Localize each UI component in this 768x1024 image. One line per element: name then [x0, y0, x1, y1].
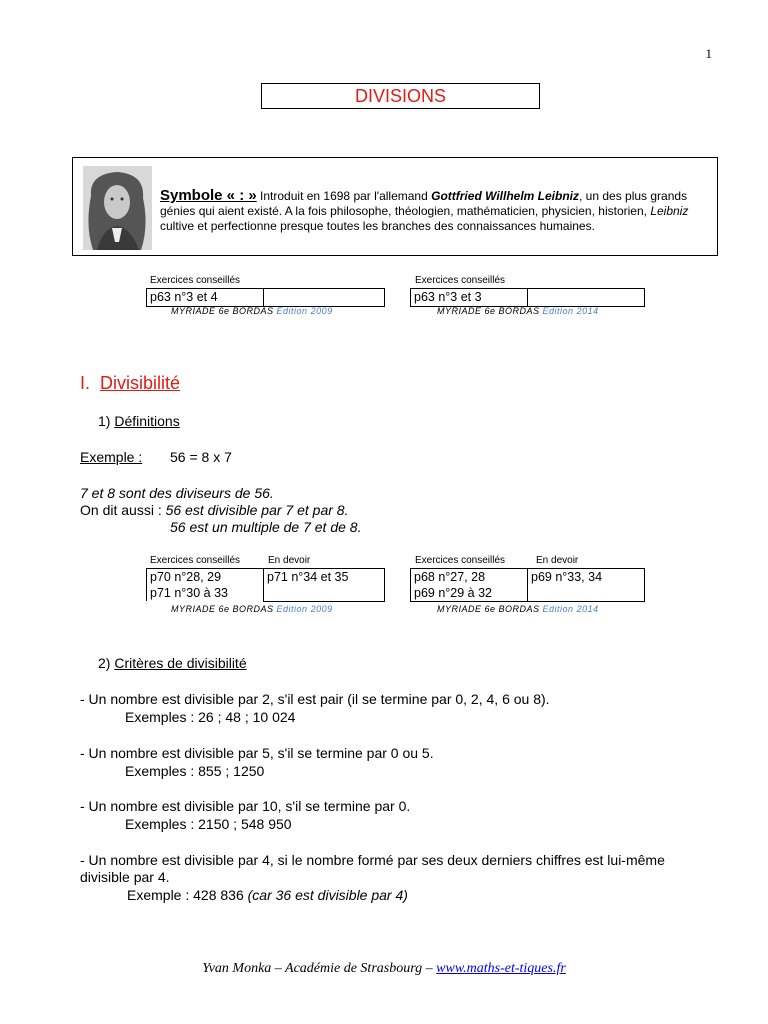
website-link[interactable]: www.maths-et-tiques.fr	[436, 961, 566, 976]
criterion-rule: - Un nombre est divisible par 5, s'il se termine par 0 ou 5.	[80, 745, 434, 761]
exercise-source: MYRIADE 6e BORDAS Edition 2009	[171, 306, 333, 316]
intro-text	[160, 188, 712, 234]
example-value: 56 = 8 x 7	[170, 449, 232, 465]
exercise-cell: p71 n°34 et 35	[264, 569, 385, 602]
intro-text-1: Introduit en 1698 par l'allemand	[256, 189, 432, 203]
exercise-cell	[528, 289, 645, 307]
text-line: 56 est un multiple de 7 et de 8.	[170, 519, 362, 535]
exercise-header: En devoir	[536, 555, 579, 566]
criterion-rule: - Un nombre est divisible par 10, s'il se termine par 0.	[80, 798, 411, 814]
page-title: DIVISIONS	[261, 83, 540, 109]
section-heading: I. Divisibilité	[80, 373, 181, 393]
exercise-table	[146, 288, 385, 307]
leibniz-short: Leibniz	[650, 204, 689, 218]
exercise-cell: p63 n°3 et 4	[147, 289, 264, 307]
criterion-rule: - Un nombre est divisible par 4, si le nombre formé par ses deux derniers chiffres est lui-même	[80, 852, 665, 868]
exercise-source: MYRIADE 6e BORDAS Edition 2014	[437, 604, 599, 614]
exercise-source: MYRIADE 6e BORDAS Edition 2009	[171, 604, 333, 614]
exercise-cell: p63 n°3 et 3	[411, 289, 528, 307]
intro-text-2: , un des plus grands génies qui aient existé. A la fois philosophe, théologien, mathématicien, physicien, historien,	[160, 189, 688, 218]
exercise-header: Exercices conseillés	[415, 555, 506, 566]
exercise-header: Exercices conseillés	[415, 275, 506, 286]
criterion-examples: Exemples : 26 ; 48 ; 10 024	[125, 709, 296, 725]
exercise-header: Exercices conseillés	[150, 555, 241, 566]
symbol-label: Symbole « : »	[160, 187, 257, 204]
exercise-cell: p70 n°28, 29 p71 n°30 à 33	[147, 569, 264, 602]
exercise-cell	[264, 289, 385, 307]
leibniz-name: Gottfried Willhelm Leibniz	[431, 189, 579, 203]
criterion-rule: divisible par 4.	[80, 869, 170, 885]
text-line: On dit aussi : 56 est divisible par 7 et par 8.	[80, 502, 349, 518]
exercise-header: Exercices conseillés	[150, 275, 241, 286]
criterion-rule: - Un nombre est divisible par 2, s'il est pair (il se termine par 0, 2, 4, 6 ou 8).	[80, 691, 550, 707]
criterion-examples: Exemples : 855 ; 1250	[125, 763, 265, 779]
footer: Yvan Monka – Académie de Strasbourg – www.maths-et-tiques.fr	[202, 961, 566, 976]
exercise-table	[146, 568, 385, 602]
exercise-header: En devoir	[268, 555, 311, 566]
exercise-source: MYRIADE 6e BORDAS Edition 2014	[437, 306, 599, 316]
exercise-table	[410, 288, 645, 307]
intro-box	[72, 157, 718, 256]
example-line: Exemple :	[80, 449, 143, 465]
criterion-examples: Exemples : 2150 ; 548 950	[125, 816, 292, 832]
subsection-heading: 1) Définitions	[98, 413, 180, 429]
criterion-examples: Exemple : 428 836 (car 36 est divisible par 4)	[127, 887, 408, 903]
intro-text-3: cultive et perfectionne presque toutes les branches des connaissances humaines.	[160, 219, 595, 233]
exercise-cell: p68 n°27, 28 p69 n°29 à 32	[411, 569, 528, 602]
page-number: 1	[705, 46, 712, 61]
exercise-table	[410, 568, 645, 602]
leibniz-portrait	[83, 166, 152, 250]
subsection-heading: 2) Critères de divisibilité	[98, 655, 247, 671]
text-line: 7 et 8 sont des diviseurs de 56.	[80, 485, 274, 501]
exercise-cell: p69 n°33, 34	[528, 569, 645, 602]
